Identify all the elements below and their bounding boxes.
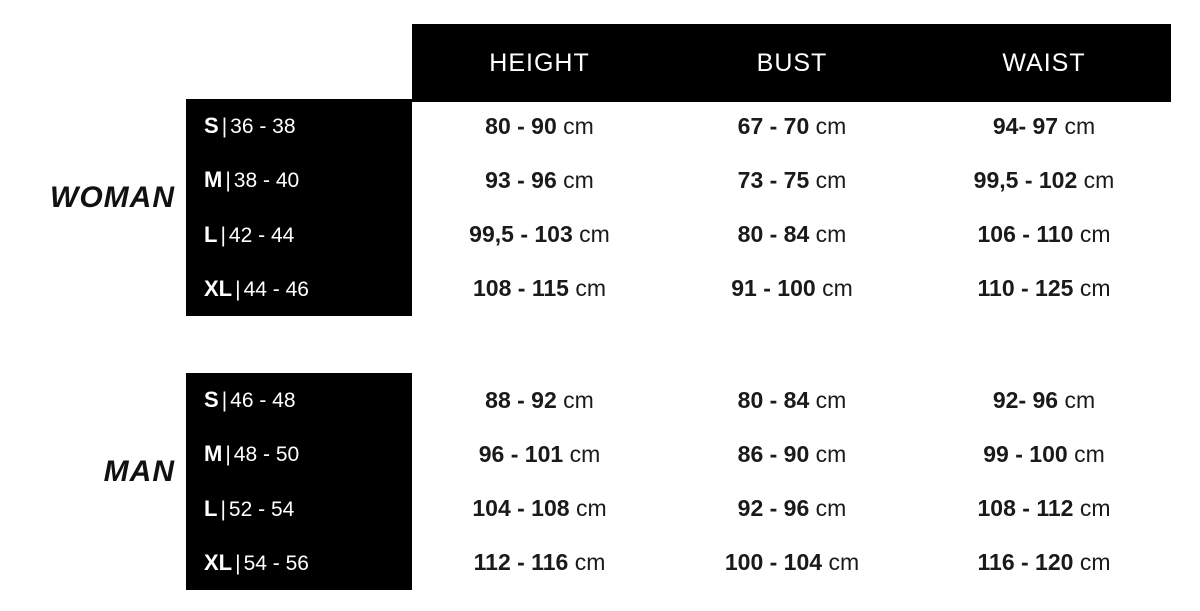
- measure-value: 110 - 125: [977, 275, 1074, 302]
- measure-waist: [917, 167, 1171, 194]
- measure-value: 80 - 84: [737, 221, 810, 248]
- measure-value: 73 - 75: [737, 166, 810, 193]
- size-code: XL: [204, 275, 233, 301]
- measure-waist: [917, 549, 1171, 576]
- measure-waist: [917, 221, 1171, 248]
- size-separator: |: [221, 115, 228, 139]
- measure-value: 99,5 - 103: [469, 221, 573, 248]
- measure-height: [412, 441, 667, 468]
- measure-waist: [917, 275, 1171, 302]
- measure-bust: [667, 113, 917, 140]
- measure-value: 92- 96: [992, 386, 1059, 413]
- size-range: 42 - 44: [228, 223, 295, 247]
- table-rows-woman: [186, 99, 1171, 316]
- measure-unit: cm: [569, 440, 601, 467]
- size-separator: |: [225, 169, 231, 193]
- table-row: [186, 153, 1171, 207]
- measure-unit: cm: [815, 495, 847, 522]
- table-row: [186, 262, 1171, 316]
- size-separator: |: [221, 389, 228, 413]
- measure-unit: cm: [575, 495, 607, 522]
- measure-bust: [667, 387, 917, 414]
- size-range: 52 - 54: [228, 497, 295, 521]
- size-separator: |: [235, 551, 241, 575]
- measure-unit: cm: [1079, 221, 1111, 248]
- size-separator: |: [220, 223, 226, 247]
- measure-unit: cm: [563, 112, 594, 139]
- measure-unit: cm: [815, 112, 847, 139]
- measure-unit: cm: [563, 166, 594, 193]
- measure-bust: [667, 221, 917, 248]
- size-cell: [186, 441, 412, 467]
- size-separator: |: [220, 497, 226, 521]
- measure-value: 99 - 100: [983, 440, 1068, 467]
- group-label-man: MAN: [103, 455, 175, 488]
- measure-unit: cm: [1064, 386, 1096, 413]
- size-code: S: [204, 113, 219, 139]
- size-range: 38 - 40: [233, 169, 300, 193]
- table-row: [186, 536, 1171, 590]
- size-code: S: [204, 387, 219, 413]
- measure-height: [412, 221, 667, 248]
- measure-value: 116 - 120: [977, 549, 1074, 576]
- measure-value: 80 - 84: [737, 386, 810, 413]
- table-header-bar: [412, 24, 1171, 102]
- measure-value: 88 - 92: [485, 386, 557, 413]
- size-code: L: [204, 495, 218, 521]
- measure-waist: [917, 387, 1171, 414]
- measure-height: [412, 113, 667, 140]
- measure-value: 86 - 90: [737, 440, 810, 467]
- measure-bust: [667, 167, 917, 194]
- measure-unit: cm: [1079, 495, 1111, 522]
- measure-height: [412, 275, 667, 302]
- size-separator: |: [235, 277, 241, 301]
- measure-value: 94- 97: [992, 112, 1059, 139]
- measure-value: 93 - 96: [485, 166, 557, 193]
- measure-bust: [667, 275, 917, 302]
- size-code: M: [204, 441, 223, 467]
- size-range: 46 - 48: [230, 389, 296, 413]
- size-cell: [186, 550, 412, 576]
- measure-value: 99,5 - 102: [973, 166, 1078, 193]
- size-cell: [186, 276, 412, 302]
- measure-unit: cm: [574, 549, 606, 576]
- measure-bust: [667, 549, 917, 576]
- size-range: 44 - 46: [243, 277, 309, 301]
- size-code: M: [204, 167, 223, 193]
- size-separator: |: [225, 443, 231, 467]
- table-row: [186, 427, 1171, 481]
- measure-unit: cm: [815, 386, 847, 413]
- measure-unit: cm: [822, 275, 853, 302]
- measure-unit: cm: [1079, 275, 1111, 302]
- column-header-waist: WAIST: [1002, 48, 1086, 77]
- measure-value: 100 - 104: [724, 549, 823, 576]
- measure-unit: cm: [1079, 549, 1111, 576]
- table-row: [186, 99, 1171, 153]
- measure-unit: cm: [828, 549, 860, 576]
- measure-waist: [917, 113, 1171, 140]
- measure-height: [412, 387, 667, 414]
- measure-unit: cm: [1064, 112, 1096, 139]
- measure-height: [412, 167, 667, 194]
- measure-value: 104 - 108: [472, 495, 570, 522]
- measure-unit: cm: [815, 166, 847, 193]
- measure-waist: [917, 441, 1171, 468]
- measure-waist: [917, 495, 1171, 522]
- column-header-height: HEIGHT: [489, 48, 590, 77]
- measure-value: 92 - 96: [737, 495, 810, 522]
- measure-bust: [667, 441, 917, 468]
- measure-unit: cm: [579, 221, 610, 248]
- size-cell: [186, 496, 412, 522]
- table-row: [186, 373, 1171, 427]
- column-header-bust: BUST: [756, 48, 828, 77]
- size-range: 48 - 50: [233, 443, 300, 467]
- measure-height: [412, 549, 667, 576]
- size-cell: [186, 222, 412, 248]
- size-code: XL: [204, 549, 233, 575]
- measure-value: 106 - 110: [977, 221, 1074, 248]
- size-cell: [186, 167, 412, 193]
- size-cell: [186, 113, 412, 139]
- measure-unit: cm: [815, 440, 847, 467]
- measure-value: 80 - 90: [485, 112, 557, 139]
- table-row: [186, 208, 1171, 262]
- measure-unit: cm: [1074, 440, 1105, 467]
- measure-value: 96 - 101: [478, 440, 564, 467]
- measure-value: 112 - 116: [473, 549, 569, 576]
- measure-unit: cm: [563, 386, 594, 413]
- size-range: 54 - 56: [243, 551, 309, 575]
- measure-height: [412, 495, 667, 522]
- group-label-woman: WOMAN: [50, 181, 175, 214]
- measure-value: 91 - 100: [731, 275, 816, 302]
- table-row: [186, 482, 1171, 536]
- measure-value: 108 - 115: [473, 275, 569, 302]
- size-range: 36 - 38: [230, 115, 296, 139]
- measure-value: 67 - 70: [737, 112, 810, 139]
- size-code: L: [204, 221, 218, 247]
- measure-unit: cm: [1083, 166, 1115, 193]
- measure-bust: [667, 495, 917, 522]
- measure-unit: cm: [815, 221, 847, 248]
- measure-unit: cm: [575, 275, 606, 302]
- measure-value: 108 - 112: [977, 495, 1074, 522]
- size-cell: [186, 387, 412, 413]
- table-rows-man: [186, 373, 1171, 590]
